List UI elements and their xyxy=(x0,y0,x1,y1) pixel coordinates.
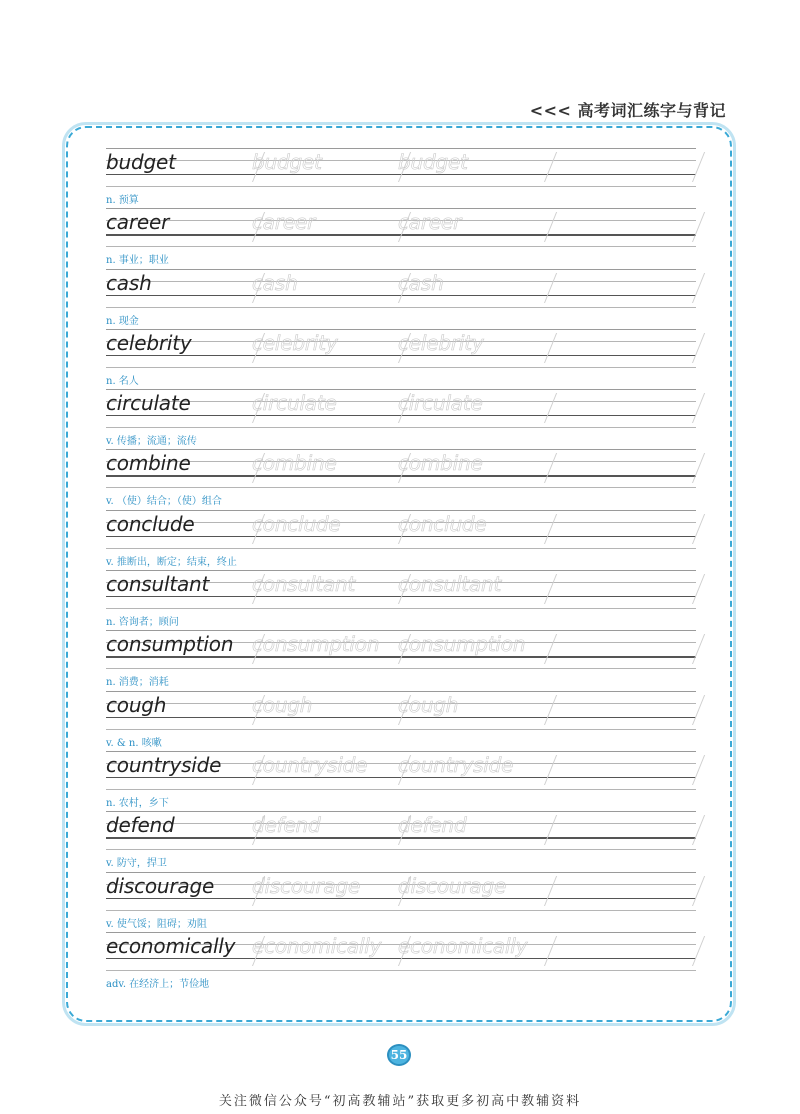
tracing-word: combine xyxy=(398,451,483,476)
vocabulary-word: cash xyxy=(106,270,152,295)
tracing-word: discourage xyxy=(398,873,507,898)
vocabulary-entry xyxy=(106,449,696,509)
tracing-word: budget xyxy=(252,150,322,174)
word-definition: n. 现金 xyxy=(106,315,139,327)
tracing-word: cough xyxy=(398,692,459,717)
tracing-word: discourage xyxy=(252,873,361,898)
tracing-word: circulate xyxy=(252,391,337,416)
word-definition: n. 咨询者；顾问 xyxy=(106,617,179,629)
vocabulary-entry xyxy=(106,208,696,268)
tracing-word: economically xyxy=(398,933,528,958)
vocabulary-entry xyxy=(106,932,696,992)
tracing-word: celebrity xyxy=(252,330,338,355)
word-definition: v. 推断出，断定；结束，终止 xyxy=(106,556,237,568)
page-number: 55 xyxy=(390,1048,408,1062)
vocabulary-entry xyxy=(106,630,696,690)
vocabulary-word: budget xyxy=(106,150,176,174)
tracing-word: celebrity xyxy=(398,330,484,355)
word-definition: n. 名人 xyxy=(106,375,139,387)
vocabulary-entry xyxy=(106,751,696,811)
vocabulary-word: consultant xyxy=(106,572,210,597)
header-title: <<< 高考词汇练字与背记 xyxy=(529,101,726,120)
tracing-word: budget xyxy=(398,150,468,174)
vocabulary-entry xyxy=(106,510,696,570)
vocabulary-word: economically xyxy=(106,933,236,958)
tracing-word: cash xyxy=(398,270,444,295)
vocabulary-word: countryside xyxy=(106,752,222,777)
clock-badge-icon xyxy=(387,1044,411,1066)
word-definition: v. （使）结合；（使）组合 xyxy=(106,496,222,508)
vocabulary-entry xyxy=(106,329,696,389)
tracing-word: circulate xyxy=(398,391,483,416)
word-definition: v. 使气馁；阻碍；劝阻 xyxy=(106,918,207,930)
vocabulary-entry xyxy=(106,570,696,630)
vocabulary-word: consumption xyxy=(106,632,234,657)
tracing-word: conclude xyxy=(252,511,341,536)
tracing-word: career xyxy=(398,210,462,235)
tracing-word: cash xyxy=(252,270,298,295)
vocabulary-word: cough xyxy=(106,692,167,717)
word-definition: v. 传播；流通；流传 xyxy=(106,436,197,448)
vocabulary-list xyxy=(106,148,696,992)
word-definition: v. 防守，捍卫 xyxy=(106,858,167,870)
vocabulary-word: defend xyxy=(106,813,175,838)
tracing-word: defend xyxy=(398,813,467,838)
vocabulary-entry xyxy=(106,691,696,751)
tracing-word: countryside xyxy=(252,752,368,777)
vocabulary-entry xyxy=(106,872,696,932)
tracing-word: consumption xyxy=(252,632,380,657)
word-definition: n. 事业；职业 xyxy=(106,255,169,267)
vocabulary-word: circulate xyxy=(106,391,191,416)
word-definition: v. & n. 咳嗽 xyxy=(106,737,162,749)
vocabulary-entry xyxy=(106,269,696,329)
vocabulary-entry xyxy=(106,811,696,871)
vocabulary-word: career xyxy=(106,210,170,235)
vocabulary-word: combine xyxy=(106,451,191,476)
word-definition: n. 预算 xyxy=(106,195,139,206)
word-definition: n. 消费；消耗 xyxy=(106,677,169,689)
tracing-word: defend xyxy=(252,813,321,838)
tracing-word: cough xyxy=(252,692,313,717)
vocabulary-entry xyxy=(106,389,696,449)
tracing-word: consultant xyxy=(252,572,356,597)
tracing-word: career xyxy=(252,210,316,235)
word-definition: adv. 在经济上；节俭地 xyxy=(106,978,210,990)
tracing-word: economically xyxy=(252,933,382,958)
tracing-word: consumption xyxy=(398,632,526,657)
tracing-word: combine xyxy=(252,451,337,476)
vocabulary-word: celebrity xyxy=(106,330,192,355)
tracing-word: countryside xyxy=(398,752,514,777)
footer-note: 关注微信公众号“初高教辅站”获取更多初高中教辅资料 xyxy=(218,1094,582,1109)
vocabulary-word: conclude xyxy=(106,511,195,536)
vocabulary-word: discourage xyxy=(106,873,215,898)
word-definition: n. 农村，乡下 xyxy=(106,797,169,809)
vocabulary-entry xyxy=(106,148,696,208)
tracing-word: consultant xyxy=(398,572,502,597)
tracing-word: conclude xyxy=(398,511,487,536)
